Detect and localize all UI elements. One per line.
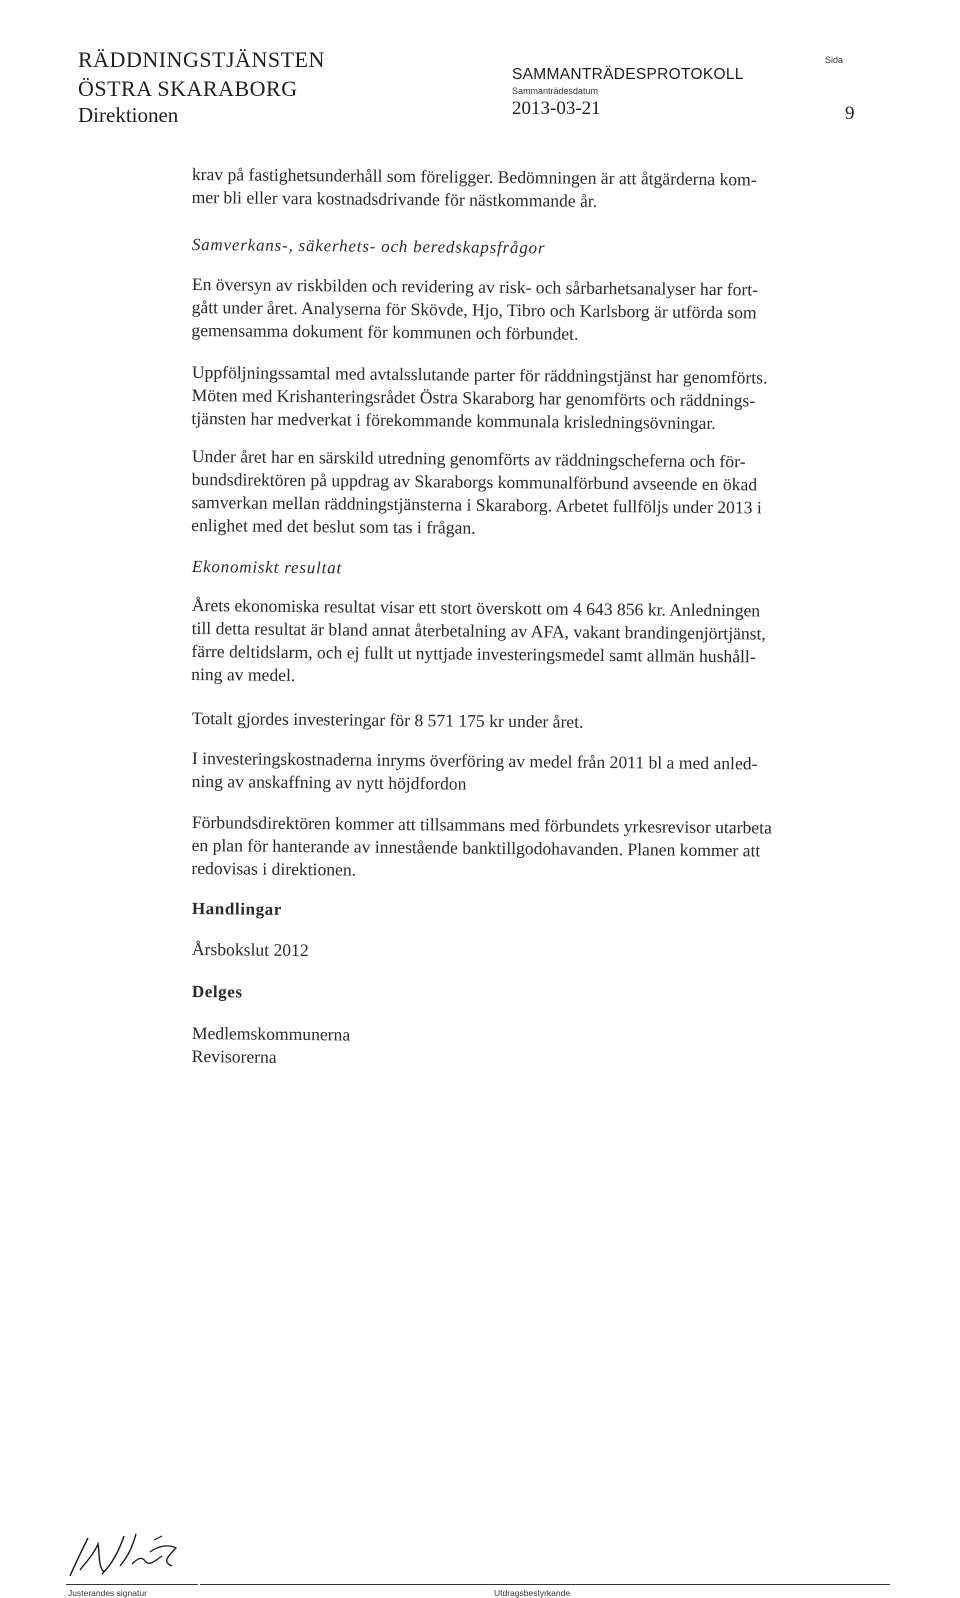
paragraph-intro [192, 163, 842, 215]
section-heading-handlingar: Handlingar [191, 898, 283, 919]
list-item: Medlemskommunerna [191, 1022, 351, 1045]
text-line: ning av medel. [191, 663, 296, 685]
section-heading-ekonomiskt: Ekonomiskt resultat [191, 556, 343, 578]
paragraph-investering [192, 747, 842, 799]
organization-name-line1: RÄDDNINGSTJÄNSTEN [78, 47, 325, 72]
text-line: bundsdirektören på uppdrag av Skaraborgs kommunalförbund avseende en ökad [191, 468, 758, 495]
meeting-date-label: Sammanträdesdatum [512, 86, 599, 96]
paragraph-totalt [192, 707, 842, 736]
text-line: En översyn av riskbilden och revidering av risk- och sårbarhetsanalyser har fort- [191, 273, 759, 300]
text-line: gemensamma dokument för kommunen och förbundet. [191, 319, 579, 344]
text-line: samverkan mellan räddningstjänsterna i Skaraborg. Arbetet fullföljs under 2013 i [191, 491, 762, 518]
text-line: färre deltidslarm, och ej fullt ut nyttjade investeringsmedel samt allmän hushåll- [191, 640, 756, 667]
handlingar-item: Årsbokslut 2012 [191, 938, 309, 961]
text-line: ning av anskaffning av nytt höjdfordon [191, 770, 467, 794]
text-line: Uppföljningssamtal med avtalsslutande parter för räddningstjänst har genomförts. [191, 361, 768, 388]
paragraph-forbundsdirektoren [191, 811, 842, 886]
text-line: Förbundsdirektören kommer att tillsammans med förbundets yrkesrevisor utarbeta [191, 811, 772, 838]
organization-unit: Direktionen [78, 103, 179, 127]
meeting-date: 2013-03-21 [512, 98, 601, 119]
paragraph-uppfoljning [191, 361, 842, 436]
text-line: mer bli eller vara kostnadsdrivande för nästkommande år. [191, 186, 598, 211]
page-label: Sida [825, 55, 844, 65]
text-line: till detta resultat är bland annat återbetalning av AFA, vakant brandingenjörtjänst, [191, 617, 766, 644]
text-line: Totalt gjordes investeringar för 8 571 175 kr under året. [191, 707, 584, 732]
text-line: tjänsten har medverkat i förekommande kommunala krisledningsövningar. [191, 407, 716, 434]
paragraph-utredning [191, 445, 842, 543]
footer-divider-line [200, 1584, 890, 1585]
list-item: Revisorerna [191, 1045, 277, 1067]
text-line: krav på fastighetsunderhåll som föreligger. Bedömningen är att åtgärderna kom- [191, 163, 757, 190]
text-line: en plan för hanterande av innestående banktillgodohavanden. Planen kommer att [191, 834, 761, 861]
signature-label: Justerandes signatur [68, 1588, 147, 1598]
organization-name-line2: ÖSTRA SKARABORG [78, 76, 298, 101]
text-line: redovisas i direktionen. [191, 857, 357, 880]
text-line: Årets ekonomiska resultat visar ett stort överskott om 4 643 856 kr. Anledningen [191, 594, 761, 621]
section-heading-samverkan: Samverkans-, säkerhets- och beredskapsfrågor [191, 234, 546, 258]
handwritten-signature [58, 1526, 198, 1584]
text-line: enlighet med det beslut som tas i frågan. [191, 514, 476, 538]
paragraph-arets-resultat [191, 594, 842, 692]
document-type: SAMMANTRÄDESPROTOKOLL [512, 66, 744, 83]
page-number: 9 [845, 103, 855, 124]
paragraph-oversyn [191, 273, 842, 348]
text-line: Under året har en särskild utredning genomförts av räddningscheferna och för- [191, 445, 746, 472]
text-line: gått under året. Analyserna för Skövde, Hjo, Tibro och Karlsborg är utförda som [191, 296, 757, 323]
signature-line [66, 1584, 198, 1585]
delges-list [192, 1022, 842, 1074]
section-heading-delges: Delges [191, 981, 243, 1002]
text-line: I investeringskostnaderna inryms överföring av medel från 2011 bl a med anled- [191, 747, 758, 774]
excerpt-label: Utdragsbestyrkande [494, 1588, 571, 1598]
text-line: Möten med Krishanteringsrådet Östra Skaraborg har genomförts och räddnings- [191, 384, 756, 411]
